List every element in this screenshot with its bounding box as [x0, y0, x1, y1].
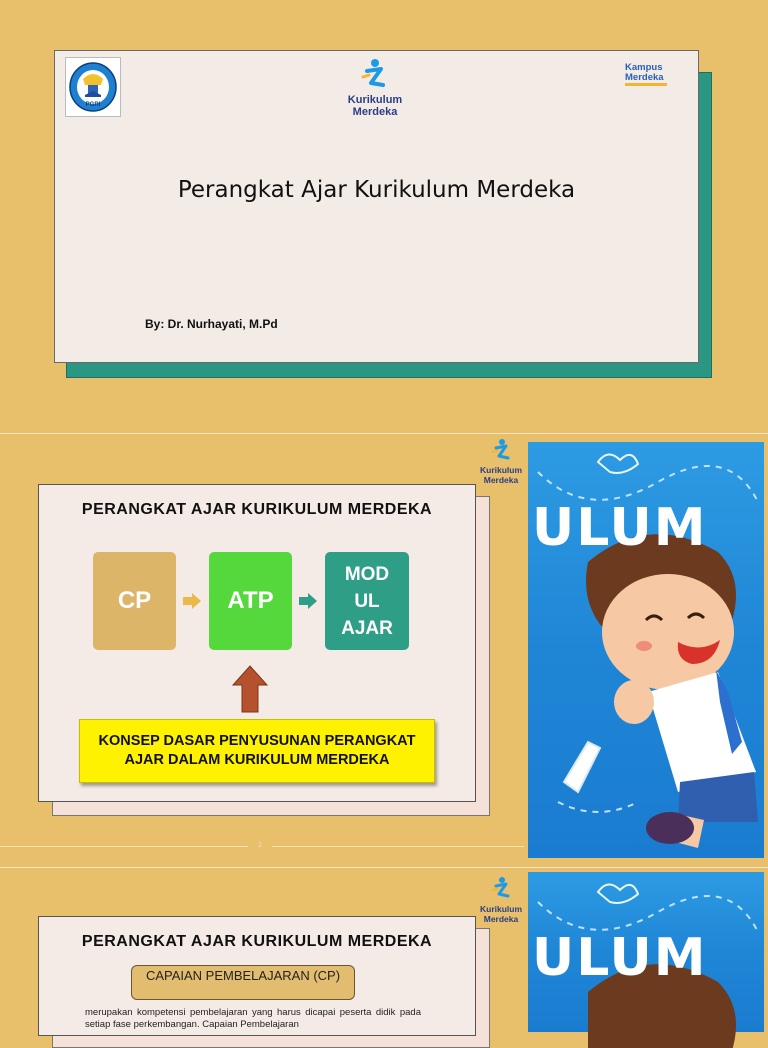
atp-box-label: ATP — [227, 587, 274, 614]
modul-ajar-label: MOD UL AJAR — [341, 563, 393, 639]
logo-line2: Merdeka — [352, 106, 398, 118]
slide-heading: PERANGKAT AJAR KURIKULUM MERDEKA — [81, 933, 433, 950]
concept-label-box — [79, 719, 435, 783]
side-image-text: ULUM — [532, 928, 708, 988]
footer-divider — [0, 846, 248, 847]
slide-3[interactable] — [0, 867, 768, 1030]
logo-line1: Kurikulum — [347, 94, 403, 106]
side-image-text: ULUM — [532, 498, 708, 558]
content-card — [38, 916, 476, 1036]
cp-box — [93, 552, 176, 650]
kampus-merdeka-logo — [621, 59, 681, 93]
content-card — [38, 484, 476, 802]
kampus-line1: Kampus — [625, 62, 663, 73]
kampus-line2: Merdeka — [625, 72, 664, 83]
slide-heading: PERANGKAT AJAR KURIKULUM MERDEKA — [81, 501, 433, 518]
arrow-up-icon — [232, 665, 268, 713]
slide-2[interactable] — [0, 433, 768, 865]
kurikulum-merdeka-logo — [335, 57, 415, 121]
pgri-logo — [65, 57, 121, 117]
footer-divider — [272, 846, 524, 847]
presentation-title: Perangkat Ajar Kurikulum Merdeka — [177, 177, 576, 203]
slide-1[interactable] — [0, 0, 768, 432]
kurikulum-merdeka-logo — [472, 436, 530, 488]
pgri-logo-text: PGRI — [85, 102, 101, 108]
logo-line2: Merdeka — [483, 914, 519, 924]
logo-line2: Merdeka — [483, 475, 519, 485]
cp-box-label: CP — [117, 587, 152, 614]
cartoon-student-image — [528, 872, 764, 1032]
concept-label: KONSEP DASAR PENYUSUNAN PERANGKAT AJAR DALAM KURIKULUM MERDEKA — [98, 733, 416, 768]
cartoon-student-image — [528, 442, 764, 858]
kurikulum-merdeka-logo — [472, 872, 530, 928]
logo-line1: Kurikulum — [479, 465, 523, 475]
page-number: 2 — [258, 842, 262, 849]
atp-box — [209, 552, 292, 650]
logo-line1: Kurikulum — [479, 904, 523, 914]
title-card — [54, 50, 699, 363]
cp-description: merupakan kompetensi pembelajaran yang harus dicapai peserta didik pada setiap fase perkembangan. Capaian Pembelajaran — [85, 1007, 421, 1030]
capaian-pembelajaran-label: CAPAIAN PEMBELAJARAN (CP) — [131, 965, 355, 1000]
author-credit: By: Dr. Nurhayati, M.Pd — [145, 317, 278, 331]
modul-ajar-box — [325, 552, 409, 650]
